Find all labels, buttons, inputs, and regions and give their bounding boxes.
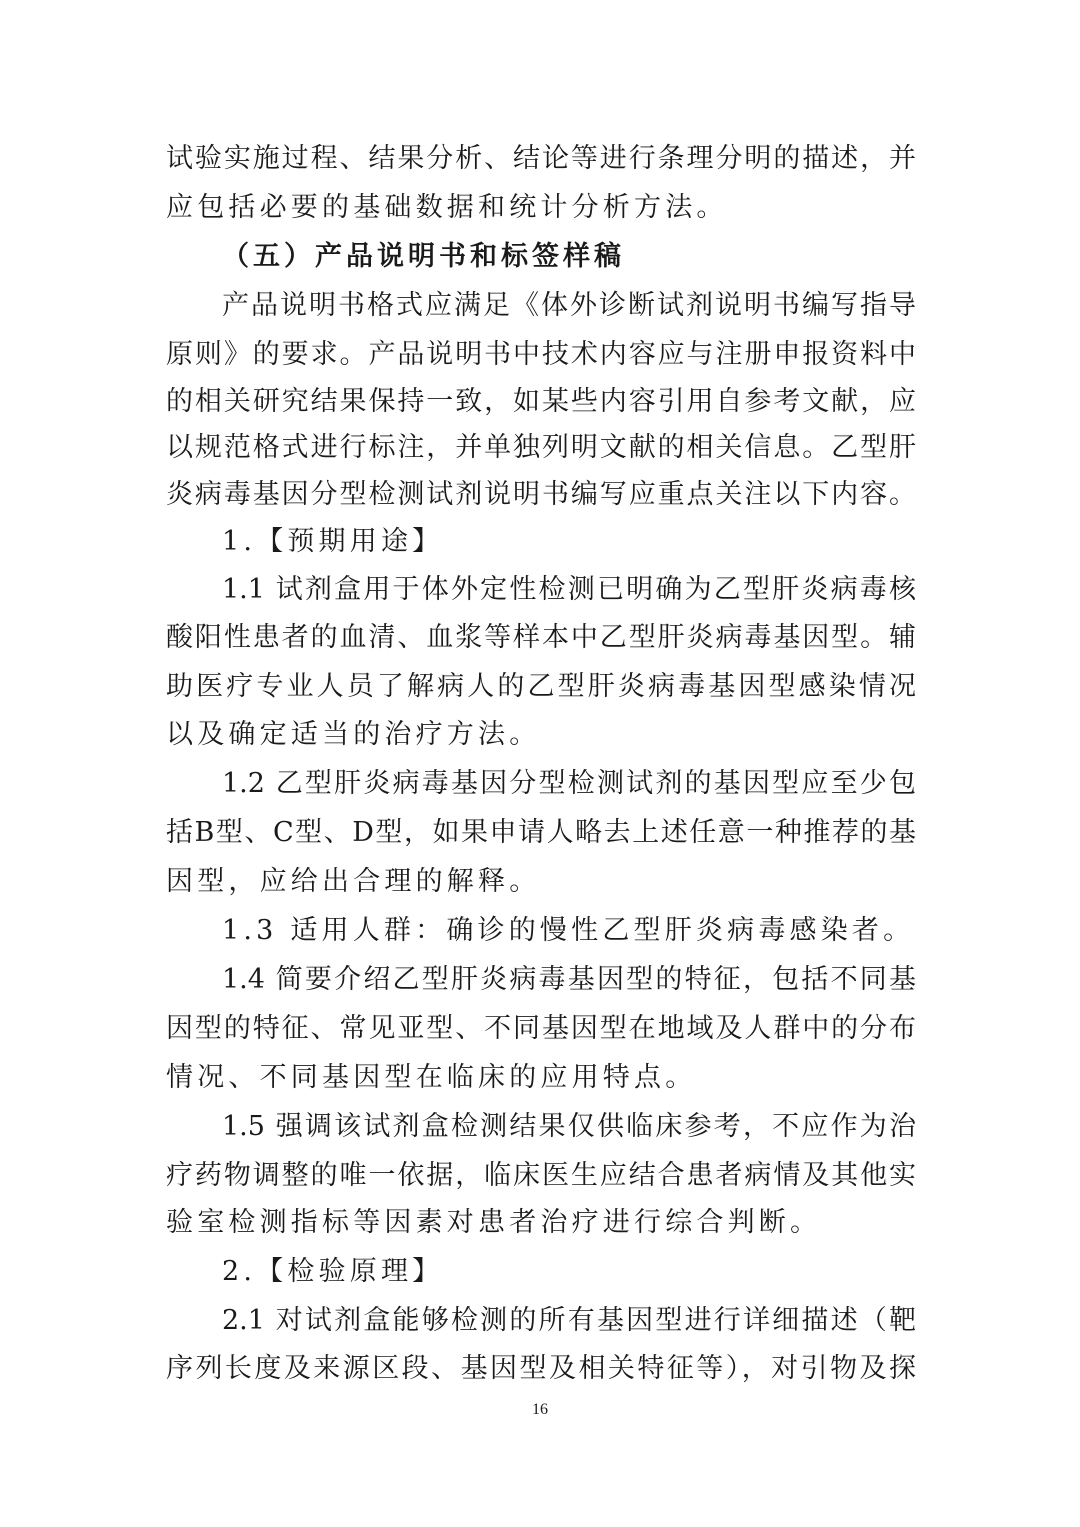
text-line: 括B型、C型、D型，如果申请人略去上述任意一种推荐的基	[166, 817, 916, 848]
text-line: 因型的特征、常见亚型、不同基因型在地域及人群中的分布	[166, 1013, 916, 1044]
text-line: 验室检测指标等因素对患者治疗进行综合判断。	[166, 1207, 822, 1238]
paragraph-first-line: 1.5 强调该试剂盒检测结果仅供临床参考，不应作为治	[222, 1111, 916, 1142]
paragraph-first-line: 1.3 适用人群：确诊的慢性乙型肝炎病毒感染者。	[222, 915, 915, 946]
text-line: 炎病毒基因分型检测试剂说明书编写应重点关注以下内容。	[166, 479, 916, 510]
text-line: 的相关研究结果保持一致，如某些内容引用自参考文献，应	[166, 386, 916, 417]
paragraph-first-line: 1.2 乙型肝炎病毒基因分型检测试剂的基因型应至少包	[222, 768, 916, 799]
paragraph-first-line: 2.1 对试剂盒能够检测的所有基因型进行详细描述（靶	[222, 1305, 916, 1336]
text-line: 助医疗专业人员了解病人的乙型肝炎病毒基因型感染情况	[166, 671, 916, 702]
text-line: 因型，应给出合理的解释。	[166, 866, 541, 897]
paragraph-first-line: 产品说明书格式应满足《体外诊断试剂说明书编写指导	[222, 290, 916, 321]
page-number: 16	[532, 1401, 548, 1418]
text-line: 以及确定适当的治疗方法。	[166, 719, 541, 750]
text-line: 原则》的要求。产品说明书中技术内容应与注册申报资料中	[166, 339, 916, 370]
text-line: 情况、不同基因型在临床的应用特点。	[166, 1062, 697, 1093]
subsection-heading: 2.【检验原理】	[222, 1256, 444, 1287]
text-line: 疗药物调整的唯一依据，临床医生应结合患者病情及其他实	[166, 1160, 916, 1191]
text-line: 酸阳性患者的血清、血浆等样本中乙型肝炎病毒基因型。辅	[166, 622, 916, 653]
text-line: 序列长度及来源区段、基因型及相关特征等），对引物及探	[166, 1353, 916, 1384]
text-line: 应包括必要的基础数据和统计分析方法。	[166, 192, 728, 223]
subsection-heading: 1.【预期用途】	[222, 526, 444, 557]
text-line: 试验实施过程、结果分析、结论等进行条理分明的描述，并	[166, 143, 916, 174]
paragraph-first-line: 1.4 简要介绍乙型肝炎病毒基因型的特征，包括不同基	[222, 964, 916, 995]
text-line: 以规范格式进行标注，并单独列明文献的相关信息。乙型肝	[166, 432, 916, 463]
paragraph-first-line: 1.1 试剂盒用于体外定性检测已明确为乙型肝炎病毒核	[222, 574, 916, 605]
section-heading: （五）产品说明书和标签样稿	[222, 241, 625, 272]
